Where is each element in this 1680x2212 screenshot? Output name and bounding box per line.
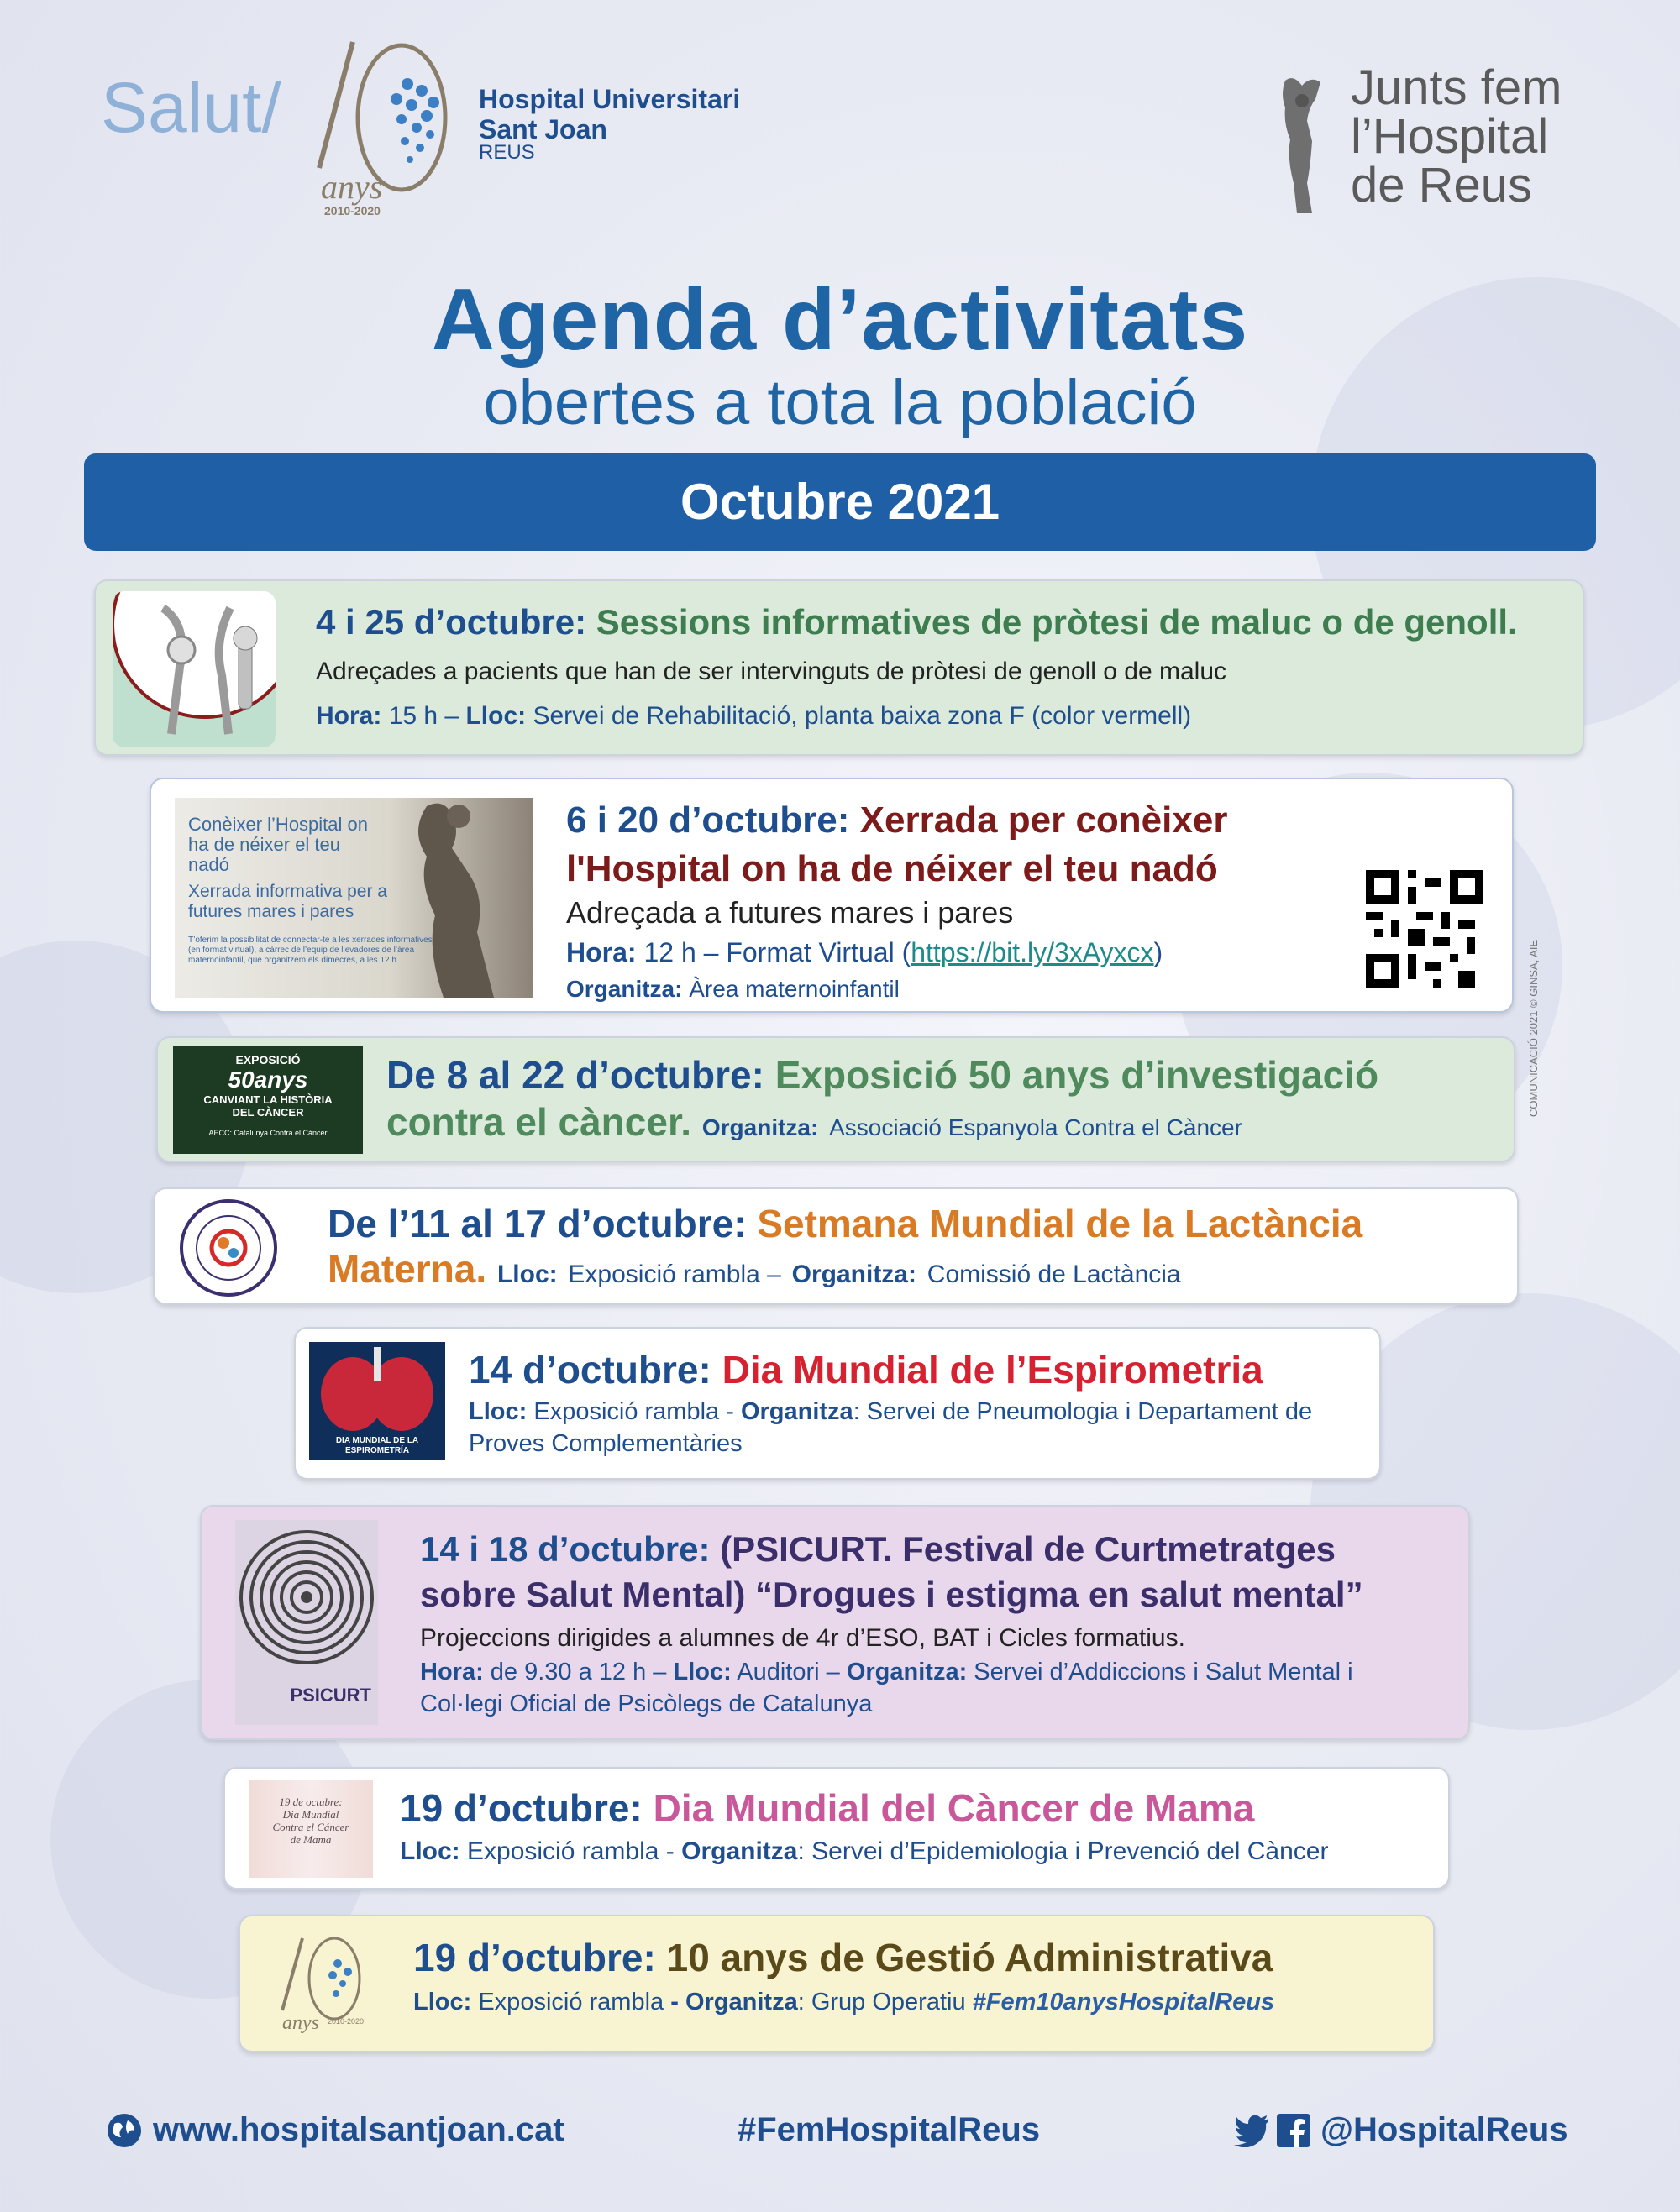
hospital-city: REUS — [479, 141, 535, 164]
event-date: De l’11 al 17 d’octubre: — [328, 1202, 747, 1245]
organitza-label: Organitza: — [566, 976, 683, 1002]
event-card-gestio — [239, 1915, 1435, 2052]
twitter-icon[interactable] — [1233, 2114, 1270, 2147]
event-thumbnail — [173, 1046, 363, 1154]
event-card-xerrada: Conèixer l’Hospital on ha de néixer el teu nadó Xerrada informativa per a futures mares i pares T’oferim la possibilitat de connectar-te a les xerrades informatives (en format virtual), a càrrec de l’equip de llevadores de l’àrea maternoinfantil, que organitzem els dimecres, a les 12 h 6 i 20 d’octubre: Xerrada per conèixer l'Hospital on ha de néixer el teu nadó Adreçada a futures mares i pares Hora: 12 h – Format Virtual (https://bit.ly/3xAyxcx) Organitza: Àrea maternoinfantil — [150, 778, 1514, 1013]
organitza-label: Organitza: — [791, 1261, 916, 1288]
organitza-label: - Organitza — [670, 1989, 798, 2015]
organitza-label: Organitza — [740, 1398, 853, 1425]
slogan-line2: l’Hospital — [1351, 109, 1549, 164]
event-thumbnail — [309, 1342, 445, 1460]
lloc-value: Auditori – — [737, 1659, 840, 1685]
thumb-title: Conèixer l’Hospital on ha de néixer el teu nadó — [188, 814, 368, 875]
event-date: 19 d’octubre: — [413, 1936, 656, 1979]
event-thumbnail — [175, 798, 533, 998]
ten-years-logo — [302, 25, 487, 218]
footer-website[interactable] — [106, 2111, 564, 2149]
hora-value: 12 h – Format Virtual ( — [643, 937, 911, 967]
thumb-note: T’oferim la possibilitat de connectar-te a les xerrades informatives (en format virtual), a càrrec de l’equip de llevadores de l’àrea maternoinfantil, que organitzem els dimecres, a les 12 h — [188, 936, 433, 965]
event-title: Dia Mundial del Càncer de Mama — [653, 1786, 1255, 1830]
hora-label: Hora: — [316, 702, 382, 730]
thumb-text: PSICURT — [290, 1685, 371, 1706]
event-title: Dia Mundial de l’Espirometria — [722, 1348, 1263, 1392]
hora-value: de 9.30 a 12 h – — [490, 1659, 667, 1685]
statue-icon — [1268, 74, 1336, 217]
anys-text: anys — [282, 2012, 319, 2034]
organitza-value: : Servei d’Epidemiologia i Prevenció del Càncer — [797, 1837, 1329, 1865]
lloc-value: Exposició rambla — [478, 1989, 664, 2015]
ten-years-small-logo — [270, 1930, 388, 2041]
salut-logo: Salut/ — [101, 68, 281, 147]
event-description: Adreçada a futures mares i pares — [566, 895, 1014, 930]
event-card-exposicio-cancer — [156, 1036, 1515, 1162]
hora-label: Hora: — [420, 1659, 484, 1685]
slogan-line3: de Reus — [1351, 158, 1533, 212]
footer-social[interactable] — [1233, 2111, 1568, 2149]
hospital-name-line2: Sant Joan — [479, 114, 607, 144]
hospital-name-line1: Hospital Universitari — [479, 84, 741, 114]
facebook-icon[interactable] — [1277, 2114, 1310, 2147]
event-date: 6 i 20 d’octubre: — [566, 799, 850, 841]
hip-joint-icon — [113, 591, 276, 747]
month-banner: Octubre 2021 — [84, 453, 1596, 551]
globe-icon — [106, 2112, 143, 2149]
lloc-label: Lloc: — [469, 1398, 528, 1425]
event-hashtag[interactable]: #Fem10anysHospitalReus — [972, 1989, 1275, 2015]
anys-years: 2010-2020 — [328, 2017, 365, 2026]
footer-hashtag[interactable]: #FemHospitalReus — [738, 2111, 1041, 2148]
organitza-value: Associació Espanyola Contra el Càncer — [829, 1114, 1242, 1140]
organitza-value: Servei d’Addiccions i Salut Mental i Col·legi Oficial de Psicòlegs de Catalunya — [420, 1659, 1353, 1717]
lloc-value: Servei de Rehabilitació, planta baixa zona F (color vermell) — [533, 702, 1192, 730]
event-title: Exposició 50 anys d’investigació contra el càncer. — [386, 1053, 1379, 1144]
event-thumbnail — [113, 591, 276, 747]
hora-value: 15 h – — [388, 702, 459, 730]
thumb-line4: AECC: Catalunya Contra el Càncer — [208, 1129, 328, 1137]
lloc-label: Lloc: — [673, 1659, 732, 1685]
page-title: Agenda d’activitats — [431, 271, 1249, 369]
qr-code-icon[interactable] — [1366, 870, 1483, 988]
organitza-label: Organitza: — [701, 1114, 819, 1140]
thumb-line3: CANVIANT LA HISTÒRIA DEL CÀNCER — [203, 1093, 333, 1119]
lactancia-seal-icon — [176, 1198, 281, 1298]
lloc-value: Exposició rambla - — [467, 1837, 675, 1865]
event-title: Sessions informatives de pròtesi de maluc o de genoll. — [596, 602, 1518, 642]
social-handle[interactable]: @HospitalReus — [1320, 2111, 1568, 2148]
event-date: 19 d’octubre: — [400, 1786, 643, 1830]
event-description: Adreçades a pacients que han de ser intervinguts de pròtesi de genoll o de maluc — [316, 658, 1227, 685]
event-title-line1: Xerrada per conèixer — [859, 799, 1228, 841]
virtual-link[interactable]: https://bit.ly/3xAyxcx — [911, 937, 1154, 967]
credit-text: COMUNICACIÓ 2021 © GINSA, AIE — [1527, 939, 1540, 1117]
event-card-espirometria — [294, 1327, 1381, 1480]
event-card-cancer-mama — [223, 1767, 1450, 1890]
slogan-line1: Junts fem — [1351, 60, 1562, 115]
thumb-text: 19 de octubre: Dia Mundial Contra el Cáncer de Mama — [272, 1795, 349, 1846]
event-card-protesi — [94, 579, 1584, 756]
organitza-value: Àrea maternoinfantil — [689, 976, 900, 1002]
event-description: Projeccions dirigides a alumnes de 4r d’ESO, BAT i Cicles formatius. — [420, 1624, 1185, 1652]
event-title: Setmana Mundial de la Lactància Materna. — [328, 1202, 1363, 1291]
event-date: 4 i 25 d’octubre: — [316, 602, 587, 642]
anys-text: anys — [321, 168, 383, 206]
lloc-label: Lloc: — [496, 1261, 558, 1288]
event-title-line2: l'Hospital on ha de néixer el teu nadó — [566, 848, 1218, 889]
thumb-subtitle: Xerrada informativa per a futures mares i pares — [188, 882, 387, 921]
lungs-icon — [309, 1342, 445, 1434]
event-date: 14 i 18 d’octubre: — [420, 1529, 711, 1569]
organitza-value: Comissió de Lactància — [927, 1261, 1181, 1288]
event-date: 14 d’octubre: — [469, 1348, 711, 1392]
event-title: 10 anys de Gestió Administrativa — [666, 1936, 1273, 1979]
event-thumbnail — [235, 1520, 378, 1725]
mother-statue-icon — [393, 798, 533, 998]
organitza-value: : Servei de Pneumologia i Departament de Proves Complementàries — [469, 1398, 1313, 1457]
event-date: De 8 al 22 d’octubre: — [386, 1053, 764, 1097]
event-card-lactancia — [153, 1187, 1519, 1305]
organitza-value: : Grup Operatiu — [797, 1989, 966, 2015]
event-card-psicurt — [200, 1505, 1470, 1740]
lloc-value: Exposició rambla - — [533, 1398, 734, 1425]
slogan — [1351, 60, 1562, 212]
lloc-label: Lloc: — [413, 1989, 472, 2015]
event-title: (PSICURT. Festival de Curtmetratges sobre Salut Mental) “Drogues i estigma en salut mental” — [420, 1529, 1363, 1614]
thumb-line2: 50anys — [228, 1067, 308, 1093]
organitza-label: Organitza: — [846, 1659, 968, 1685]
spiral-icon — [235, 1520, 378, 1688]
hospital-name — [479, 84, 740, 144]
hora-label: Hora: — [566, 937, 637, 967]
event-thumbnail — [249, 1780, 373, 1878]
organitza-label: Organitza — [681, 1837, 798, 1865]
lloc-value: Exposició rambla – — [568, 1261, 781, 1288]
lloc-label: Lloc: — [465, 702, 527, 730]
page-subtitle: obertes a tota la població — [483, 367, 1197, 438]
anys-years: 2010-2020 — [324, 204, 381, 218]
lloc-label: Lloc: — [400, 1837, 460, 1865]
thumb-text: DIA MUNDIAL DE LA ESPIROMETRÍA — [335, 1436, 419, 1455]
website-text[interactable]: www.hospitalsantjoan.cat — [153, 2111, 564, 2148]
thumb-line1: EXPOSICIÓ — [235, 1053, 301, 1067]
